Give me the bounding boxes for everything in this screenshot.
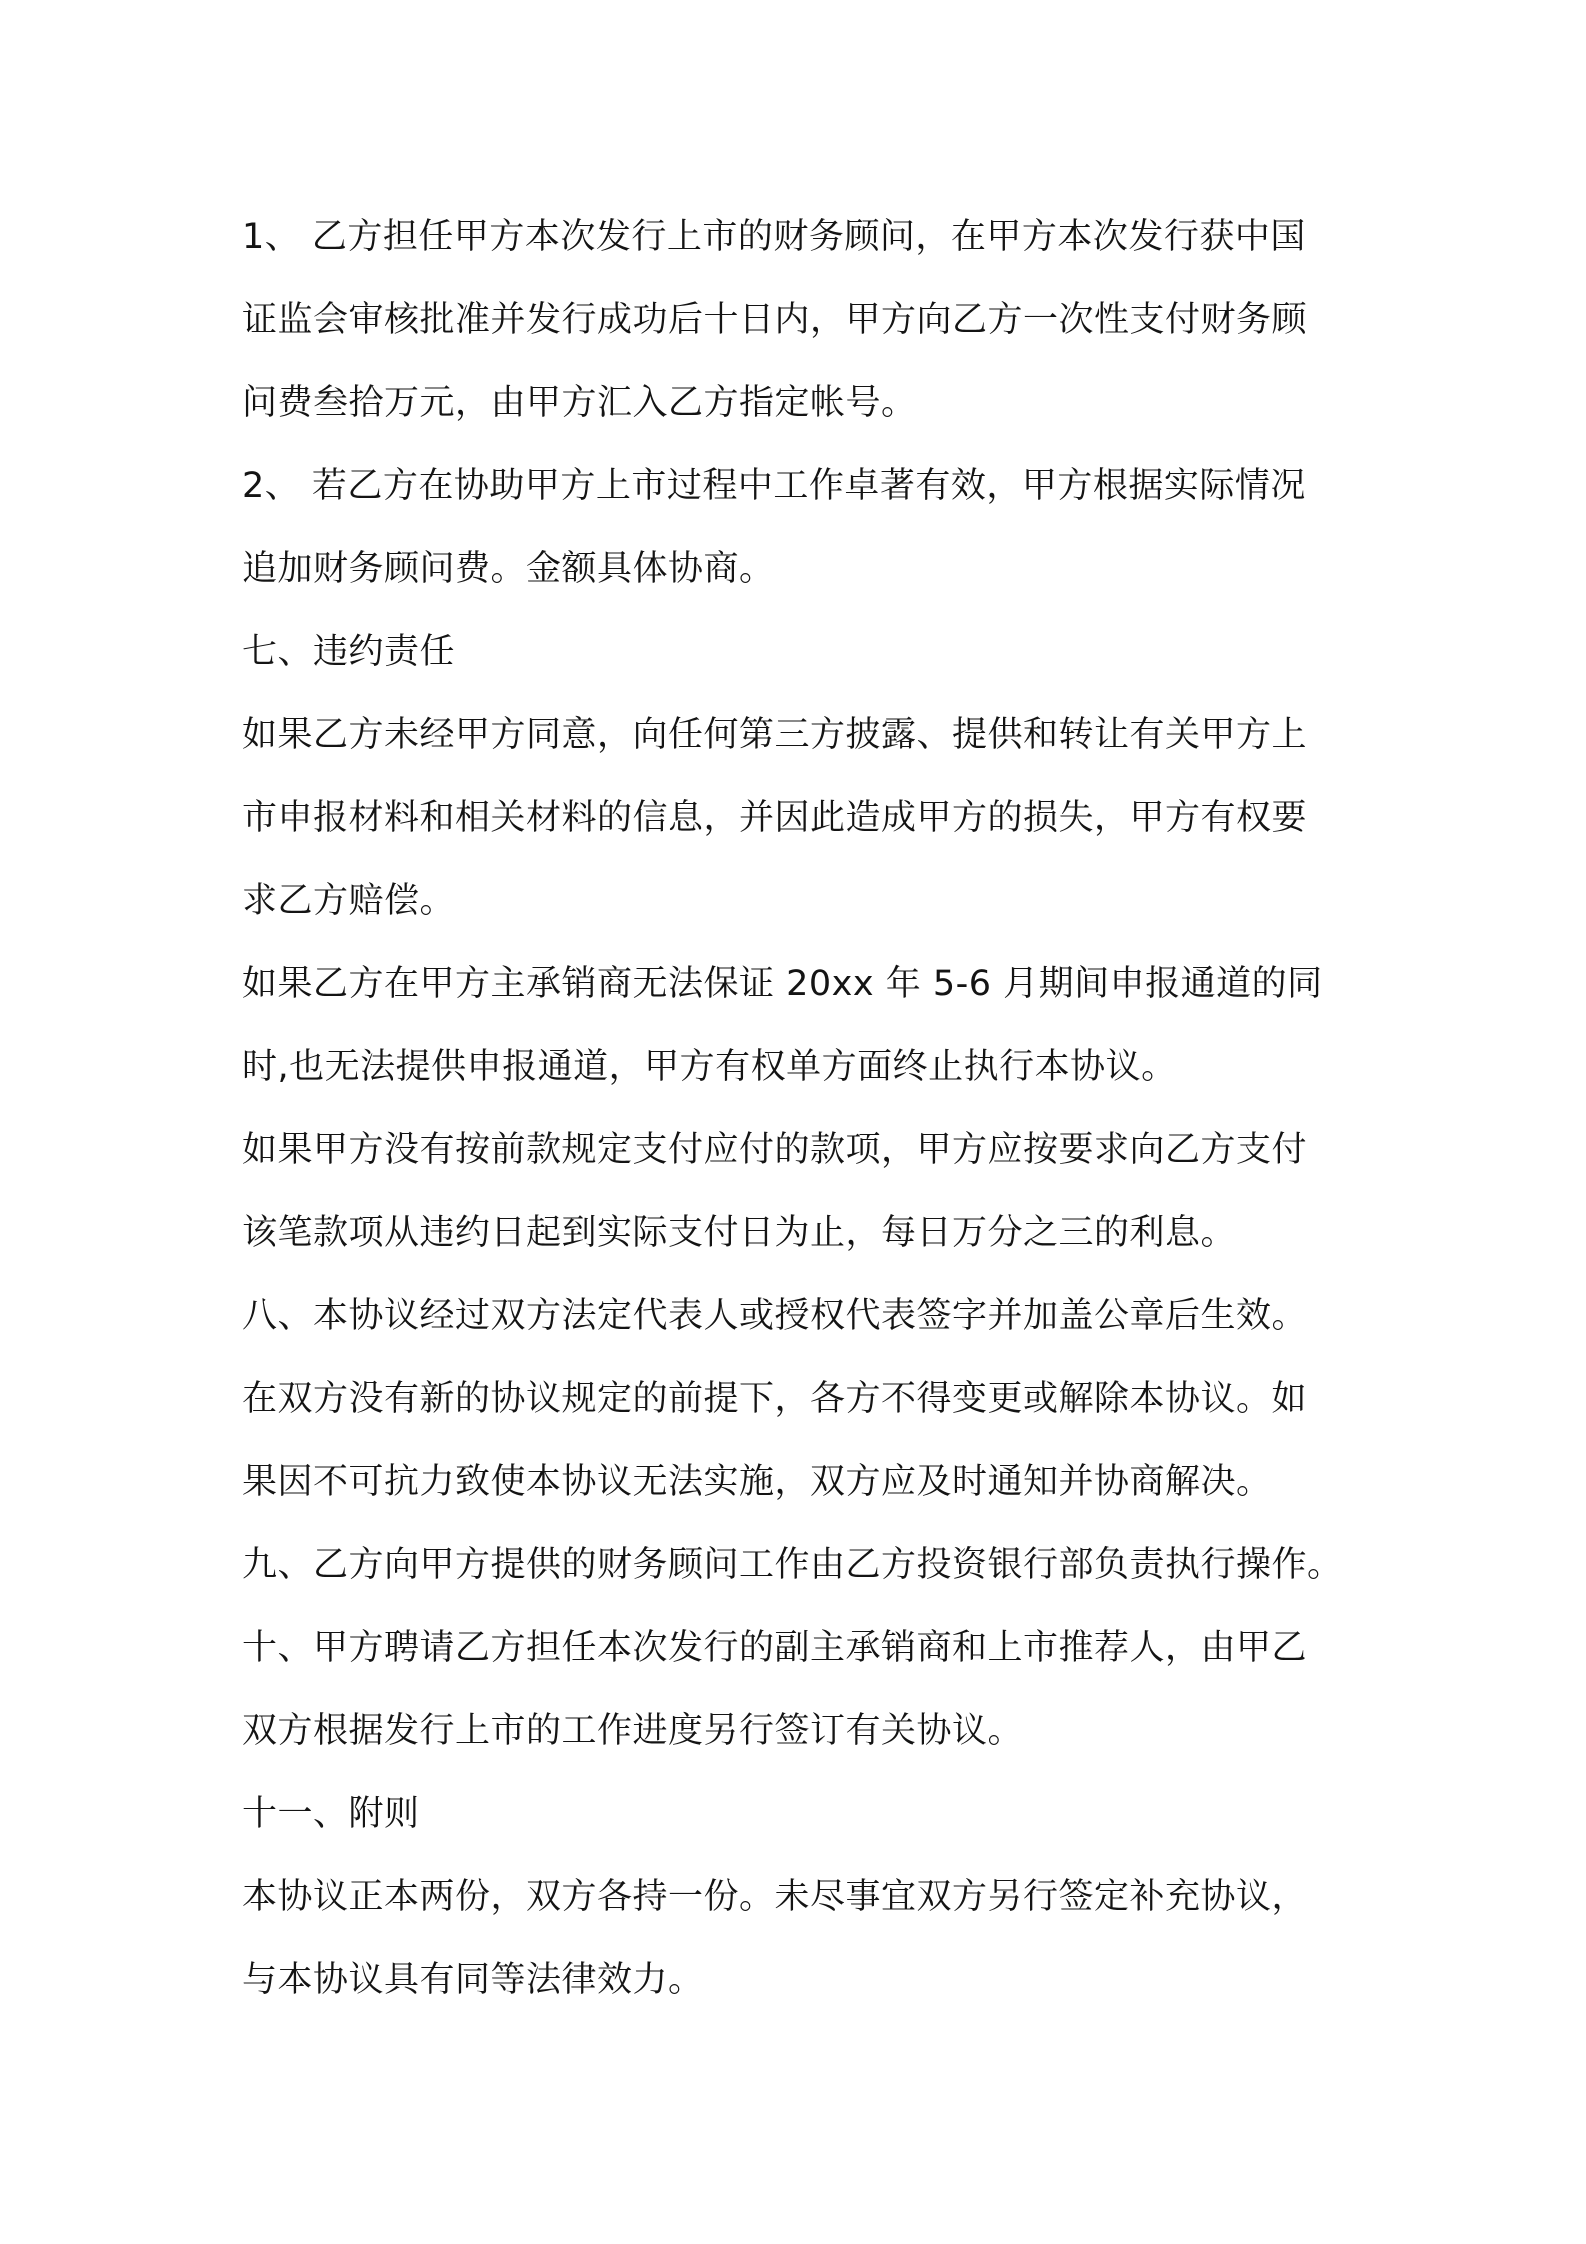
text-line: 双方根据发行上市的工作进度另行签订有关协议。 — [242, 1711, 1024, 1751]
section-heading: 七、违约责任 — [242, 632, 456, 672]
text-line: 市申报材料和相关材料的信息，并因此造成甲方的损失，甲方有权要 — [242, 798, 1308, 838]
text-line: 问费叁拾万元，由甲方汇入乙方指定帐号。 — [242, 383, 917, 423]
section-heading: 十一、附则 — [242, 1794, 420, 1834]
text-line: 八、本协议经过双方法定代表人或授权代表签字并加盖公章后生效。 — [242, 1296, 1308, 1336]
text-line: 十、甲方聘请乙方担任本次发行的副主承销商和上市推荐人，由甲乙 — [242, 1628, 1308, 1668]
text-line: 求乙方赔偿。 — [242, 881, 456, 921]
text-line: 本协议正本两份，双方各持一份。未尽事宜双方另行签定补充协议， — [242, 1877, 1308, 1917]
text-line: 时,也无法提供申报通道，甲方有权单方面终止执行本协议。 — [242, 1047, 1177, 1087]
text-line: 如果乙方在甲方主承销商无法保证 20xx 年 5-6 月期间申报通道的同 — [242, 964, 1323, 1004]
document-body — [242, 196, 1362, 2022]
text-line: 追加财务顾问费。金额具体协商。 — [242, 549, 775, 589]
text-line: 在双方没有新的协议规定的前提下，各方不得变更或解除本协议。如 — [242, 1379, 1308, 1419]
text-line: 九、乙方向甲方提供的财务顾问工作由乙方投资银行部负责执行操作。 — [242, 1545, 1343, 1585]
text-line: 如果乙方未经甲方同意，向任何第三方披露、提供和转让有关甲方上 — [242, 715, 1308, 755]
text-line: 2、 若乙方在协助甲方上市过程中工作卓著有效，甲方根据实际情况 — [242, 466, 1306, 506]
text-line: 该笔款项从违约日起到实际支付日为止，每日万分之三的利息。 — [242, 1213, 1237, 1253]
text-line: 1、 乙方担任甲方本次发行上市的财务顾问，在甲方本次发行获中国 — [242, 217, 1306, 257]
text-line: 证监会审核批准并发行成功后十日内，甲方向乙方一次性支付财务顾 — [242, 300, 1308, 340]
text-line: 果因不可抗力致使本协议无法实施，双方应及时通知并协商解决。 — [242, 1462, 1272, 1502]
text-line: 与本协议具有同等法律效力。 — [242, 1960, 704, 2000]
text-line: 如果甲方没有按前款规定支付应付的款项，甲方应按要求向乙方支付 — [242, 1130, 1308, 1170]
